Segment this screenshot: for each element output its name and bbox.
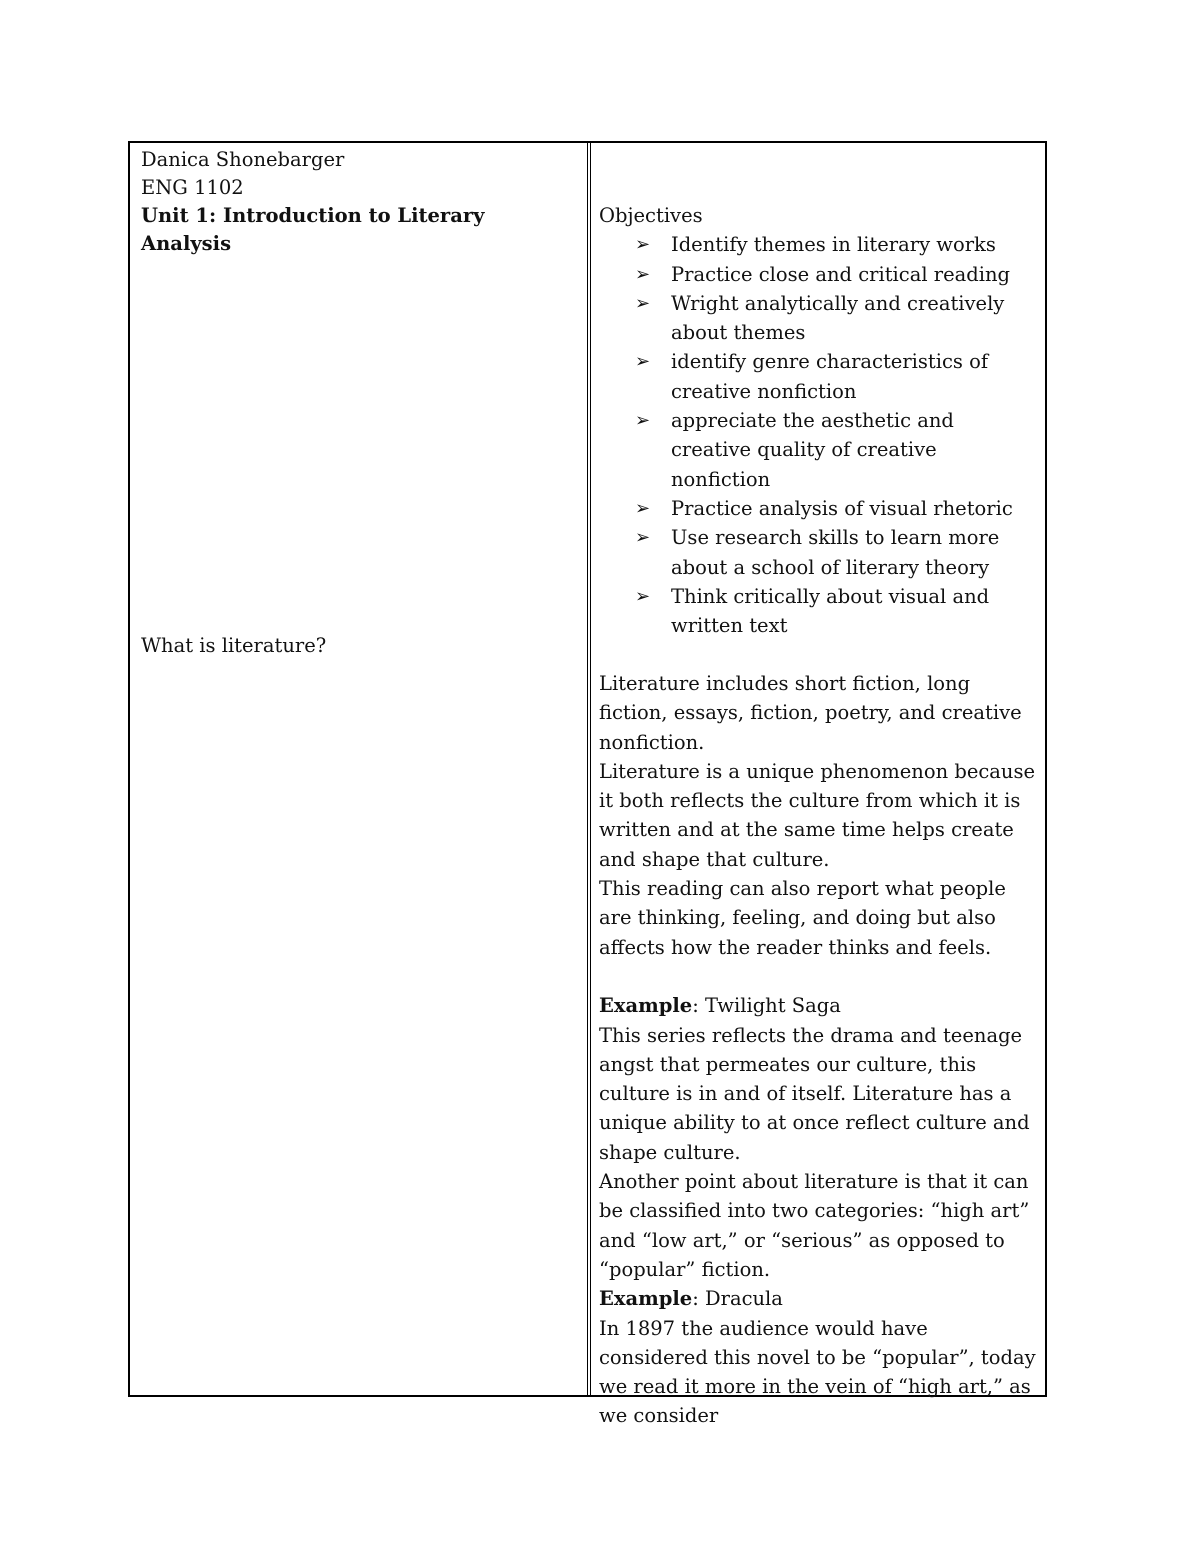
paragraph-spacer <box>599 962 1039 991</box>
example-line <box>599 991 1039 1020</box>
example-line <box>599 1284 1039 1313</box>
list-item: ➢ identify genre characteristics of creative nonfiction <box>599 347 1039 406</box>
arrowhead-bullet-icon: ➢ <box>635 292 651 314</box>
notes-paragraph: In 1897 the audience would have considered this novel to be “popular”, today we read it more in the vein of “high art,” as we consider <box>599 1316 1036 1428</box>
arrowhead-bullet-icon: ➢ <box>635 351 651 373</box>
left-column-header <box>141 146 581 258</box>
notes-paragraph: This series reflects the drama and teenage angst that permeates our culture, this culture is in and of itself. Literature has a unique ability to at once reflect culture and shape culture. <box>599 1023 1030 1164</box>
author-name: Danica Shonebarger <box>141 148 345 171</box>
list-item: ➢ Identify themes in literary works <box>599 230 1039 259</box>
arrowhead-bullet-icon: ➢ <box>635 585 651 607</box>
objectives-section <box>599 201 1039 640</box>
example-label: Example <box>599 1287 693 1311</box>
cornell-notes-table <box>128 141 1047 1428</box>
list-item: ➢ Practice analysis of visual rhetoric <box>599 494 1039 523</box>
arrowhead-bullet-icon: ➢ <box>635 410 651 432</box>
objectives-heading: Objectives <box>599 204 703 227</box>
objectives-list <box>599 230 1039 640</box>
unit-title: Unit 1: Introduction to Literary Analysis <box>141 204 485 255</box>
list-item: ➢ Practice close and critical reading <box>599 260 1039 289</box>
list-item: ➢ Think critically about visual and written text <box>599 582 1039 641</box>
example-label: Example <box>599 994 693 1018</box>
list-item: ➢ Wright analytically and creatively about themes <box>599 289 1039 348</box>
arrowhead-bullet-icon: ➢ <box>635 234 651 256</box>
arrowhead-bullet-icon: ➢ <box>635 497 651 519</box>
notes-paragraph: This reading can also report what people are thinking, feeling, and doing but also affects how the reader thinks and feels. <box>599 877 1006 959</box>
cue-question: What is literature? <box>141 634 327 657</box>
example-title: : Twilight Saga <box>692 994 841 1018</box>
list-item: ➢ Use research skills to learn more about a school of literary theory <box>599 523 1039 582</box>
notes-paragraph: Literature includes short fiction, long fiction, essays, fiction, poetry, and creative nonfiction. <box>599 672 1022 754</box>
notes-paragraph: Literature is a unique phenomenon because it both reflects the culture from which it is written and at the same time helps create and shape that culture. <box>599 759 1036 871</box>
arrowhead-bullet-icon: ➢ <box>635 527 651 549</box>
example-title: : Dracula <box>692 1287 783 1311</box>
arrowhead-bullet-icon: ➢ <box>635 263 651 285</box>
notes-body <box>599 669 1039 1431</box>
notes-paragraph: Another point about literature is that it can be classified into two categories: “high art” and “low art,” or “serious” as opposed to “popular” fiction. <box>599 1170 1030 1281</box>
column-divider <box>587 143 591 1395</box>
course-code: ENG 1102 <box>141 176 244 199</box>
list-item: ➢ appreciate the aesthetic and creative quality of creative nonfiction <box>599 406 1039 494</box>
